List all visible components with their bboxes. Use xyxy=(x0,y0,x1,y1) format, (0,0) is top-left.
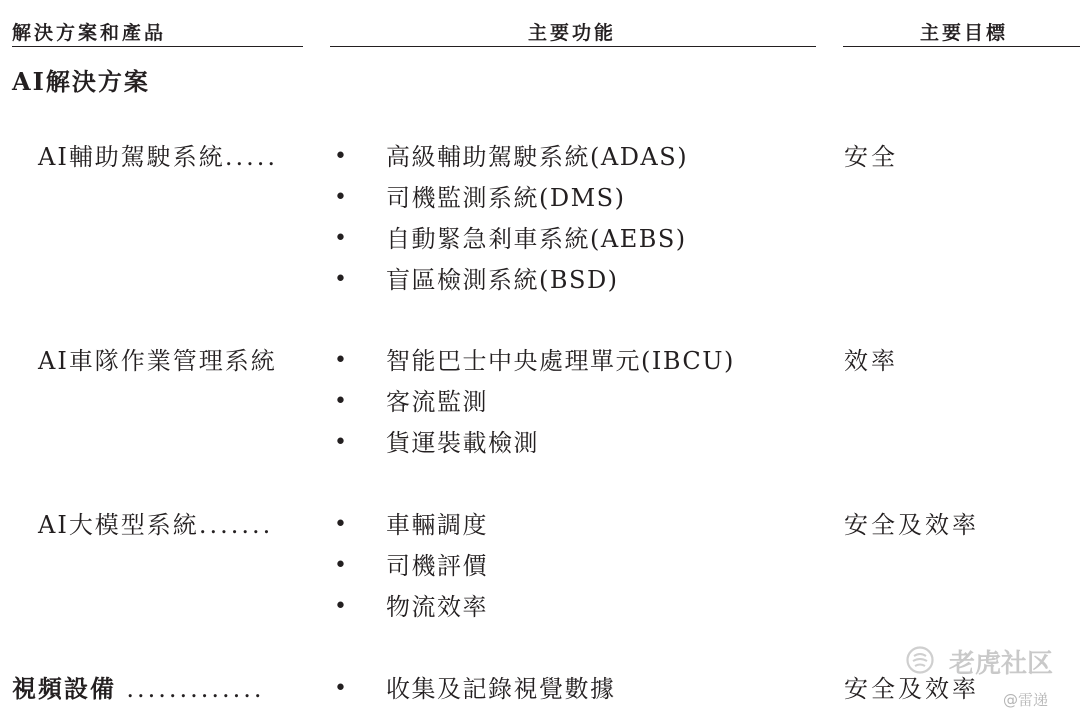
header-rule-col1 xyxy=(12,46,303,47)
dot-leader: ............. xyxy=(126,675,265,703)
function-text: 自動緊急剎車系統(AEBS) xyxy=(386,225,687,253)
function-text: 智能巴士中央處理單元(IBCU) xyxy=(386,347,735,375)
header-solutions-products: 解決方案和產品 xyxy=(12,22,167,44)
product-name-text: AI輔助駕駛系統 xyxy=(38,143,225,171)
bullet-icon: • xyxy=(334,267,347,292)
function-text: 收集及記錄視覺數據 xyxy=(386,675,616,703)
watermark-brand: 老虎社区 xyxy=(949,649,1054,679)
bullet-icon: • xyxy=(334,553,347,578)
goal-ai-assisted-driving: 安全 xyxy=(844,143,898,171)
product-name-text: 視頻設備 xyxy=(12,674,116,703)
goal-ai-large-model: 安全及效率 xyxy=(844,511,979,539)
goal-ai-fleet-management: 效率 xyxy=(844,347,898,375)
goal-video-devices: 安全及效率 xyxy=(844,675,979,703)
function-text: 高級輔助駕駛系統(ADAS) xyxy=(386,143,689,171)
bullet-icon: • xyxy=(334,389,347,414)
product-name-ai-large-model xyxy=(38,509,273,541)
function-text: 盲區檢測系統(BSD) xyxy=(386,266,619,294)
watermark-author: @雷递 xyxy=(1003,691,1049,709)
product-name-text: AI車隊作業管理系統 xyxy=(38,347,277,375)
section-title-ai-solutions: AI解決方案 xyxy=(12,67,150,96)
product-name-text: AI大模型系統 xyxy=(38,511,199,539)
header-main-functions: 主要功能 xyxy=(528,22,617,44)
function-text: 貨運裝載檢測 xyxy=(386,429,539,457)
bullet-icon: • xyxy=(334,430,347,455)
function-text: 車輛調度 xyxy=(386,511,488,539)
header-rule-col2 xyxy=(330,46,816,47)
header-main-goals: 主要目標 xyxy=(920,22,1009,44)
function-text: 司機監測系統(DMS) xyxy=(386,184,626,212)
dot-leader: ..... xyxy=(224,143,278,171)
bullet-icon: • xyxy=(334,512,347,537)
bullet-icon: • xyxy=(334,226,347,251)
product-name-video-devices xyxy=(12,673,265,705)
bullet-icon: • xyxy=(334,348,347,373)
function-text: 司機評價 xyxy=(386,552,488,580)
bullet-icon: • xyxy=(334,144,347,169)
function-text: 客流監測 xyxy=(386,388,488,416)
header-rule-col3 xyxy=(843,46,1080,47)
product-name-ai-fleet-management xyxy=(38,345,277,377)
dot-leader: ....... xyxy=(198,511,274,539)
bullet-icon: • xyxy=(334,676,347,701)
bullet-icon: • xyxy=(334,594,347,619)
tiger-logo-icon xyxy=(905,645,935,675)
function-text: 物流效率 xyxy=(386,593,488,621)
product-name-ai-assisted-driving xyxy=(38,141,278,173)
bullet-icon: • xyxy=(334,185,347,210)
